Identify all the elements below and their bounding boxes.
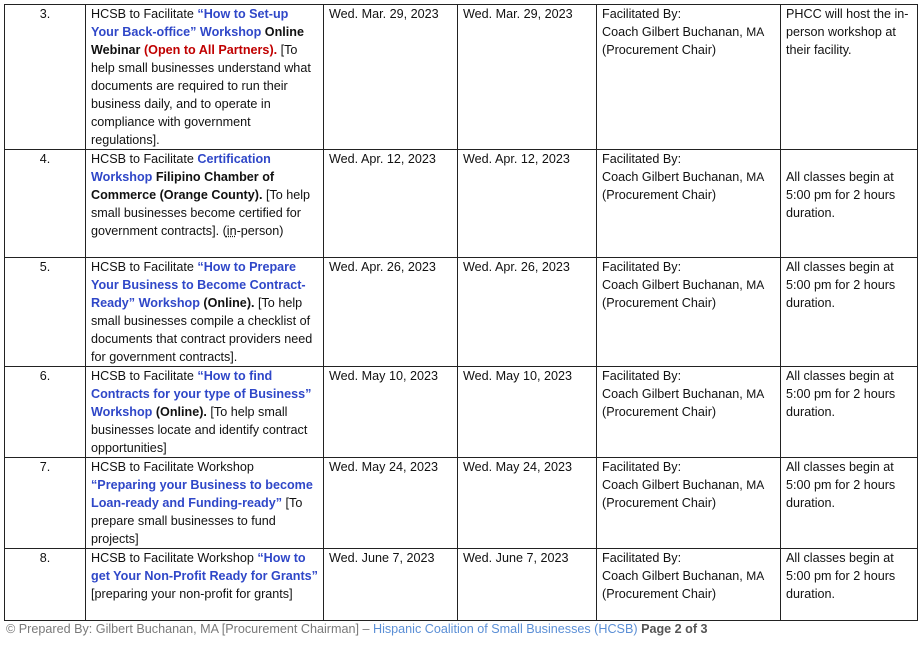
end-date: Wed. May 10, 2023 [458, 367, 597, 458]
workshop-title: “How to Set-up Your Back-office” Workshop [91, 7, 289, 39]
facilitator-credential: MA [746, 387, 765, 401]
facilitator-name: Coach Gilbert Buchanan, [602, 569, 743, 583]
schedule-body [5, 5, 918, 621]
facilitator-label: Facilitated By: [602, 152, 682, 166]
desc-text: HCSB to Facilitate [91, 260, 198, 274]
desc-person: -person) [236, 224, 284, 238]
desc-text: HCSB to Facilitate [91, 369, 198, 383]
facilitator [597, 549, 781, 621]
desc-text: HCSB to Facilitate Workshop [91, 551, 258, 565]
workshop-title: “How to get Your Non-Profit Ready for Grants” [91, 551, 318, 583]
table-row [5, 258, 918, 367]
desc-purpose: [To help small businesses locate and identify contract opportunities] [91, 405, 308, 455]
row-number: 8. [5, 549, 86, 621]
start-date: Wed. Apr. 12, 2023 [324, 150, 458, 258]
desc-text: HCSB to Facilitate [91, 152, 198, 166]
notes: All classes begin at 5:00 pm for 2 hours duration. [781, 549, 918, 621]
facilitator [597, 458, 781, 549]
facilitator-role: (Procurement Chair) [602, 188, 717, 202]
desc-purpose: [To prepare small businesses to fund projects] [91, 496, 303, 546]
table-row [5, 150, 918, 258]
facilitator-name: Coach Gilbert Buchanan, [602, 25, 743, 39]
facilitator-role: (Procurement Chair) [602, 496, 717, 510]
workshop-description [86, 549, 324, 621]
desc-purpose: [To help small businesses compile a checklist of documents that contract providers need for government contracts]. [91, 296, 313, 364]
notes: PHCC will host the in-person workshop at their facility. [781, 5, 918, 150]
workshop-description [86, 367, 324, 458]
workshop-description [86, 458, 324, 549]
footer-prepared-by: © Prepared By: Gilbert Buchanan, MA [Procurement Chairman] – [6, 622, 370, 636]
facilitator [597, 367, 781, 458]
facilitator-role: (Procurement Chair) [602, 43, 717, 57]
start-date: Wed. Apr. 26, 2023 [324, 258, 458, 367]
facilitator-label: Facilitated By: [602, 7, 682, 21]
start-date: Wed. June 7, 2023 [324, 549, 458, 621]
workshop-title: “How to Prepare Your Business to Become Contract-Ready” Workshop [91, 260, 306, 310]
row-number: 3. [5, 5, 86, 150]
notes: All classes begin at 5:00 pm for 2 hours duration. [781, 367, 918, 458]
facilitator-role: (Procurement Chair) [602, 296, 717, 310]
facilitator-label: Facilitated By: [602, 460, 682, 474]
facilitator-label: Facilitated By: [602, 551, 682, 565]
desc-host: Filipino Chamber of Commerce (Orange County). [91, 170, 275, 202]
table-row [5, 549, 918, 621]
desc-in: in [226, 224, 237, 238]
facilitator-label: Facilitated By: [602, 260, 682, 274]
row-number: 6. [5, 367, 86, 458]
facilitator [597, 150, 781, 258]
facilitator-credential: MA [746, 278, 765, 292]
facilitator-role: (Procurement Chair) [602, 405, 717, 419]
desc-purpose: [preparing your non-profit for grants] [91, 587, 293, 601]
footer-page-number: Page 2 of 3 [641, 622, 708, 636]
footer-organization: Hispanic Coalition of Small Businesses (HCSB) [372, 622, 638, 636]
workshop-title: “How to find Contracts for your type of Business” Workshop [91, 369, 312, 419]
open-notice: (Open to All Partners). [143, 43, 278, 57]
desc-text: HCSB to Facilitate Workshop [91, 460, 254, 474]
page-footer [6, 622, 708, 636]
end-date: Wed. Apr. 26, 2023 [458, 258, 597, 367]
desc-format: (Online). [199, 296, 255, 310]
row-number: 7. [5, 458, 86, 549]
start-date: Wed. Mar. 29, 2023 [324, 5, 458, 150]
table-row [5, 5, 918, 150]
facilitator-credential: MA [746, 569, 765, 583]
facilitator-name: Coach Gilbert Buchanan, [602, 478, 743, 492]
end-date: Wed. May 24, 2023 [458, 458, 597, 549]
facilitator [597, 5, 781, 150]
desc-format: Online Webinar [91, 25, 304, 57]
facilitator-credential: MA [746, 478, 765, 492]
notes: All classes begin at 5:00 pm for 2 hours duration. [781, 258, 918, 367]
table-row [5, 367, 918, 458]
facilitator-credential: MA [746, 170, 765, 184]
notes-text: All classes begin at 5:00 pm for 2 hours duration. [786, 170, 896, 220]
facilitator-role: (Procurement Chair) [602, 587, 717, 601]
workshop-description [86, 258, 324, 367]
facilitator-name: Coach Gilbert Buchanan, [602, 278, 743, 292]
facilitator-credential: MA [746, 25, 765, 39]
start-date: Wed. May 24, 2023 [324, 458, 458, 549]
facilitator-name: Coach Gilbert Buchanan, [602, 387, 743, 401]
end-date: Wed. June 7, 2023 [458, 549, 597, 621]
facilitator-name: Coach Gilbert Buchanan, [602, 170, 743, 184]
workshop-title: Certification Workshop [91, 152, 271, 184]
row-number: 5. [5, 258, 86, 367]
end-date: Wed. Mar. 29, 2023 [458, 5, 597, 150]
notes [781, 150, 918, 258]
start-date: Wed. May 10, 2023 [324, 367, 458, 458]
workshop-schedule-table [4, 4, 918, 621]
row-number: 4. [5, 150, 86, 258]
desc-purpose: [To help small businesses become certified for government contracts]. ( [91, 188, 311, 238]
workshop-description [86, 5, 324, 150]
notes: All classes begin at 5:00 pm for 2 hours duration. [781, 458, 918, 549]
desc-format: (Online). [152, 405, 207, 419]
workshop-title: “Preparing your Business to become Loan-ready and Funding-ready” [91, 478, 313, 510]
desc-text: HCSB to Facilitate [91, 7, 198, 21]
end-date: Wed. Apr. 12, 2023 [458, 150, 597, 258]
desc-purpose: [To help small businesses understand what documents are required to run their business daily, and to operate in compliance with government regulations]. [91, 43, 311, 147]
facilitator [597, 258, 781, 367]
table-row [5, 458, 918, 549]
facilitator-label: Facilitated By: [602, 369, 682, 383]
workshop-description [86, 150, 324, 258]
